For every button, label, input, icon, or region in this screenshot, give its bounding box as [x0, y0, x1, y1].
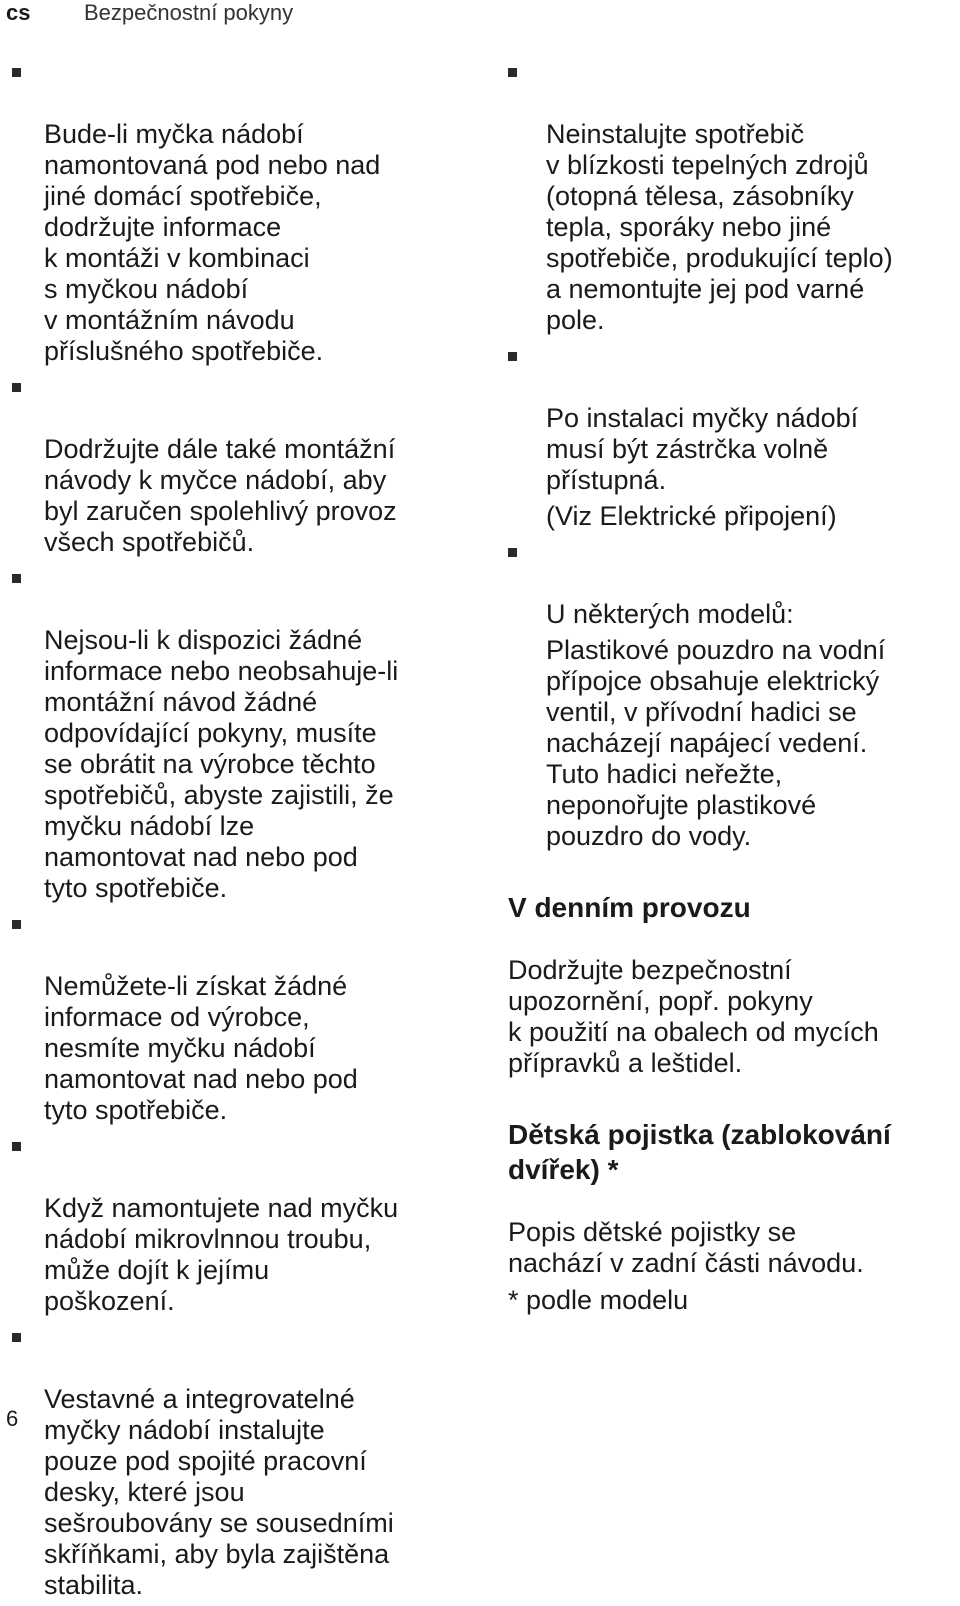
footnote: * podle modelu — [508, 1285, 689, 1315]
list-item-text: Když namontujete nad myčku nádobí mikrovlnnou troubu, může dojít k jejímu poškození. — [44, 1193, 399, 1316]
list-item-detail: Plastikové pouzdro na vodní přípojce obsahuje elektrický ventil, v přívodní hadici se nacházejí napájecí vedení. Tuto hadici neřežte, neponořujte plastikové pouzdro do vody. — [546, 635, 886, 851]
list-item — [12, 372, 482, 558]
left-column — [12, 57, 482, 1606]
list-item — [12, 1322, 482, 1601]
list-item — [12, 57, 482, 367]
list-item — [508, 537, 958, 630]
square-bullet-icon — [12, 68, 21, 77]
page-number: 6 — [6, 1406, 19, 1431]
list-item — [12, 563, 482, 904]
square-bullet-icon — [12, 574, 21, 583]
square-bullet-icon — [12, 920, 21, 929]
heading-child-lock: Dětská pojistka (zablokování dvířek) * — [508, 1119, 891, 1185]
list-item — [12, 909, 482, 1126]
right-column — [508, 57, 958, 1322]
heading-daily-use: V denním provozu — [508, 892, 751, 923]
list-item-text: Po instalaci myčky nádobí musí být zástrčka volně přístupná. — [546, 403, 859, 495]
square-bullet-icon — [12, 1333, 21, 1342]
list-item — [12, 1131, 482, 1317]
square-bullet-icon — [508, 68, 517, 77]
list-item-note: (Viz Elektrické připojení) — [546, 501, 837, 531]
square-bullet-icon — [12, 383, 21, 392]
square-bullet-icon — [508, 352, 517, 361]
list-item-text: U některých modelů: — [546, 599, 794, 629]
paragraph-child-lock: Popis dětské pojistky se nachází v zadní části návodu. — [508, 1217, 864, 1278]
square-bullet-icon — [12, 1142, 21, 1151]
list-item — [508, 341, 958, 496]
square-bullet-icon — [508, 548, 517, 557]
list-item-text: Nejsou-li k dispozici žádné informace nebo neobsahuje-li montážní návod žádné odpovídající pokyny, musíte se obrátit na výrobce těchto spotřebičů, abyste zajistili, že myčku nádobí lze namontovat nad nebo pod tyto spotřebiče. — [44, 625, 399, 903]
list-item-text: Vestavné a integrovatelné myčky nádobí instalujte pouze pod spojité pracovní desky, které jsou sešroubovány se sousedními skříňkami, aby byla zajištěna stabilita. — [44, 1384, 394, 1600]
language-code: cs — [6, 0, 31, 25]
paragraph-daily-use: Dodržujte bezpečnostní upozornění, popř. pokyny k použití na obalech od mycích přípravků a leštidel. — [508, 955, 879, 1078]
section-title: Bezpečnostní pokyny — [84, 0, 294, 25]
list-item-text: Neinstalujte spotřebič v blízkosti tepelných zdrojů (otopná tělesa, zásobníky tepla, sporáky nebo jiné spotřebiče, produkující teplo) a nemontujte jej pod varné pole. — [546, 119, 893, 335]
list-item-text: Bude-li myčka nádobí namontovaná pod nebo nad jiné domácí spotřebiče, dodržujte informace k montáži v kombinaci s myčkou nádobí v montážním návodu příslušného spotřebiče. — [44, 119, 381, 366]
list-item-text: Nemůžete-li získat žádné informace od výrobce, nesmíte myčku nádobí namontovat nad nebo pod tyto spotřebiče. — [44, 971, 358, 1125]
list-item-text: Dodržujte dále také montážní návody k myčce nádobí, aby byl zaručen spolehlivý provoz všech spotřebičů. — [44, 434, 397, 557]
list-item — [508, 57, 958, 336]
